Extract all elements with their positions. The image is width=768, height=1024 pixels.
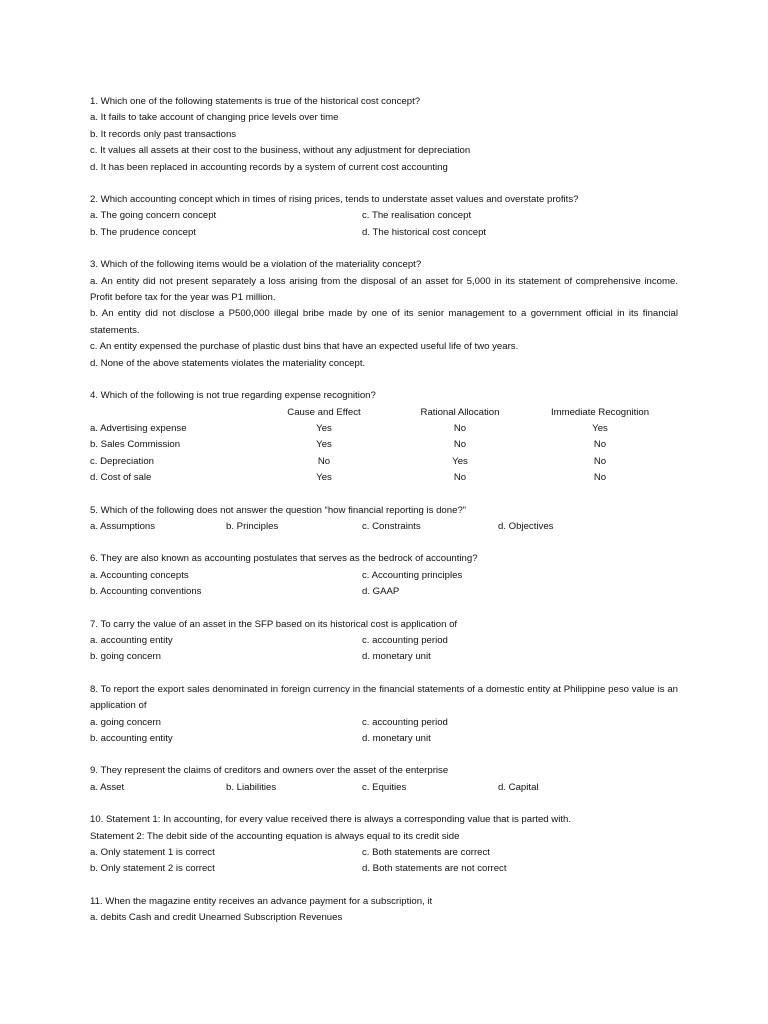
option-a: a. The going concern concept [90, 210, 217, 222]
option-d: d. None of the above statements violates the materiality concept. [90, 357, 366, 369]
question-stem: 6. They are also known as accounting postulates that serves as the bedrock of accounting? [90, 553, 478, 565]
option-row [90, 715, 678, 731]
option-c: c. Constraints [362, 520, 421, 532]
table-cell: No [317, 455, 331, 467]
option-row [90, 225, 678, 241]
option-a: a. debits Cash and credit Unearned Subscription Revenues [90, 912, 343, 924]
table-header [90, 405, 678, 421]
option-b: b. Liabilities [226, 781, 277, 793]
table-cell: c. Depreciation [90, 455, 154, 467]
exam-page [90, 94, 678, 943]
question-stem: 3. Which of the following items would be a violation of the materiality concept? [90, 259, 422, 271]
option-row [90, 584, 678, 600]
table-cell: No [453, 422, 467, 434]
option-row [90, 208, 678, 224]
option-c: c. Both statements are correct [362, 847, 490, 859]
question-10 [90, 812, 678, 878]
option-a: a. Accounting concepts [90, 569, 189, 581]
question-stem: 9. They represent the claims of creditors and owners over the asset of the enterprise [90, 765, 449, 777]
table-header-cell: Rational Allocation [420, 406, 500, 418]
option-b: b. going concern [90, 651, 161, 663]
option-b: b. An entity did not disclose a P500,000 illegal bribe made by one of its senior management to a government official in its financial statements. [90, 308, 678, 336]
question-5 [90, 503, 678, 536]
option-b: b. Principles [226, 520, 279, 532]
option-c: c. The realisation concept [362, 210, 472, 222]
option-b: b. Accounting conventions [90, 586, 202, 598]
option-c: c. Equities [362, 781, 407, 793]
option-a: a. Assumptions [90, 520, 156, 532]
option-d: d. monetary unit [362, 733, 431, 744]
table-cell: Yes [316, 422, 332, 434]
question-stem: 10. Statement 1: In accounting, for every value received there is always a corresponding value that is parted with. [90, 814, 572, 826]
option-d: d. monetary unit [362, 651, 431, 663]
option-row [90, 519, 678, 535]
option-d: d. The historical cost concept [362, 226, 487, 238]
table-cell: No [453, 472, 467, 484]
question-1 [90, 94, 678, 176]
option-a: a. It fails to take account of changing price levels over time [90, 112, 339, 124]
option-row [90, 861, 678, 877]
question-11 [90, 894, 678, 927]
option-d: d. GAAP [362, 586, 400, 598]
question-9 [90, 763, 678, 796]
option-a: a. accounting entity [90, 634, 173, 646]
option-b: b. The prudence concept [90, 226, 196, 238]
option-c: c. accounting period [362, 716, 448, 728]
question-stem: 1. Which one of the following statements is true of the historical cost concept? [90, 96, 421, 107]
table-cell: No [593, 439, 607, 451]
option-row [90, 649, 678, 665]
option-a: a. going concern [90, 716, 161, 728]
table-row [90, 454, 678, 470]
table-row [90, 421, 678, 437]
option-c: c. It values all assets at their cost to the business, without any adjustment for depreciation [90, 145, 471, 157]
option-c: c. An entity expensed the purchase of plastic dust bins that have an expected useful life of two years. [90, 341, 519, 353]
question-2 [90, 192, 678, 241]
option-b: b. It records only past transactions [90, 128, 237, 140]
table-row [90, 470, 678, 486]
table-cell: Yes [452, 455, 468, 467]
table-cell: d. Cost of sale [90, 472, 152, 484]
question-stem: 8. To report the export sales denominated in foreign currency in the financial statements of a domestic entity at Philippine peso value is an application of [90, 683, 678, 712]
option-d: d. Capital [498, 781, 539, 793]
question-stem: 4. Which of the following is not true regarding expense recognition? [90, 390, 376, 402]
question-3 [90, 257, 678, 372]
option-a: a. Asset [90, 781, 125, 793]
table-header-cell [90, 405, 250, 421]
question-stem: 2. Which accounting concept which in times of rising prices, tends to understate asset values and overstate profits? [90, 194, 579, 206]
option-row [90, 845, 678, 861]
option-c: c. Accounting principles [362, 569, 463, 581]
option-b: b. Only statement 2 is correct [90, 863, 215, 875]
table-cell: b. Sales Commission [90, 439, 181, 451]
option-c: c. accounting period [362, 634, 448, 646]
table-cell: No [453, 439, 467, 451]
question-stem: 11. When the magazine entity receives an advance payment for a subscription, it [90, 895, 433, 907]
question-stem: 7. To carry the value of an asset in the SFP based on its historical cost is application of [90, 618, 458, 630]
option-row [90, 633, 678, 649]
option-d: d. It has been replaced in accounting records by a system of current cost accounting [90, 161, 448, 173]
table-cell: a. Advertising expense [90, 422, 187, 434]
table-cell: No [593, 472, 607, 484]
question-7 [90, 617, 678, 666]
option-d: d. Objectives [498, 520, 554, 532]
option-d: d. Both statements are not correct [362, 863, 507, 875]
table-row [90, 437, 678, 453]
option-a: a. Only statement 1 is correct [90, 847, 215, 859]
table-cell: Yes [316, 472, 332, 484]
table-cell: Yes [316, 439, 332, 451]
option-a: a. An entity did not present separately a loss arising from the disposal of an asset for 5,000 in its statement of comprehensive income. Profit before tax for the year was P1 million. [90, 275, 678, 304]
option-row [90, 568, 678, 584]
option-b: b. accounting entity [90, 733, 173, 744]
question-stem-2: Statement 2: The debit side of the accounting equation is always equal to its credit side [90, 830, 460, 842]
table-header-cell: Cause and Effect [287, 406, 361, 418]
table-cell: Yes [592, 422, 608, 434]
option-row [90, 731, 678, 747]
table-cell: No [593, 455, 607, 467]
option-row [90, 780, 678, 796]
question-4 [90, 388, 678, 486]
table-header-cell: Immediate Recognition [550, 406, 650, 418]
question-6 [90, 551, 678, 600]
question-8 [90, 682, 678, 748]
question-stem: 5. Which of the following does not answer the question “how financial reporting is done?” [90, 504, 466, 516]
